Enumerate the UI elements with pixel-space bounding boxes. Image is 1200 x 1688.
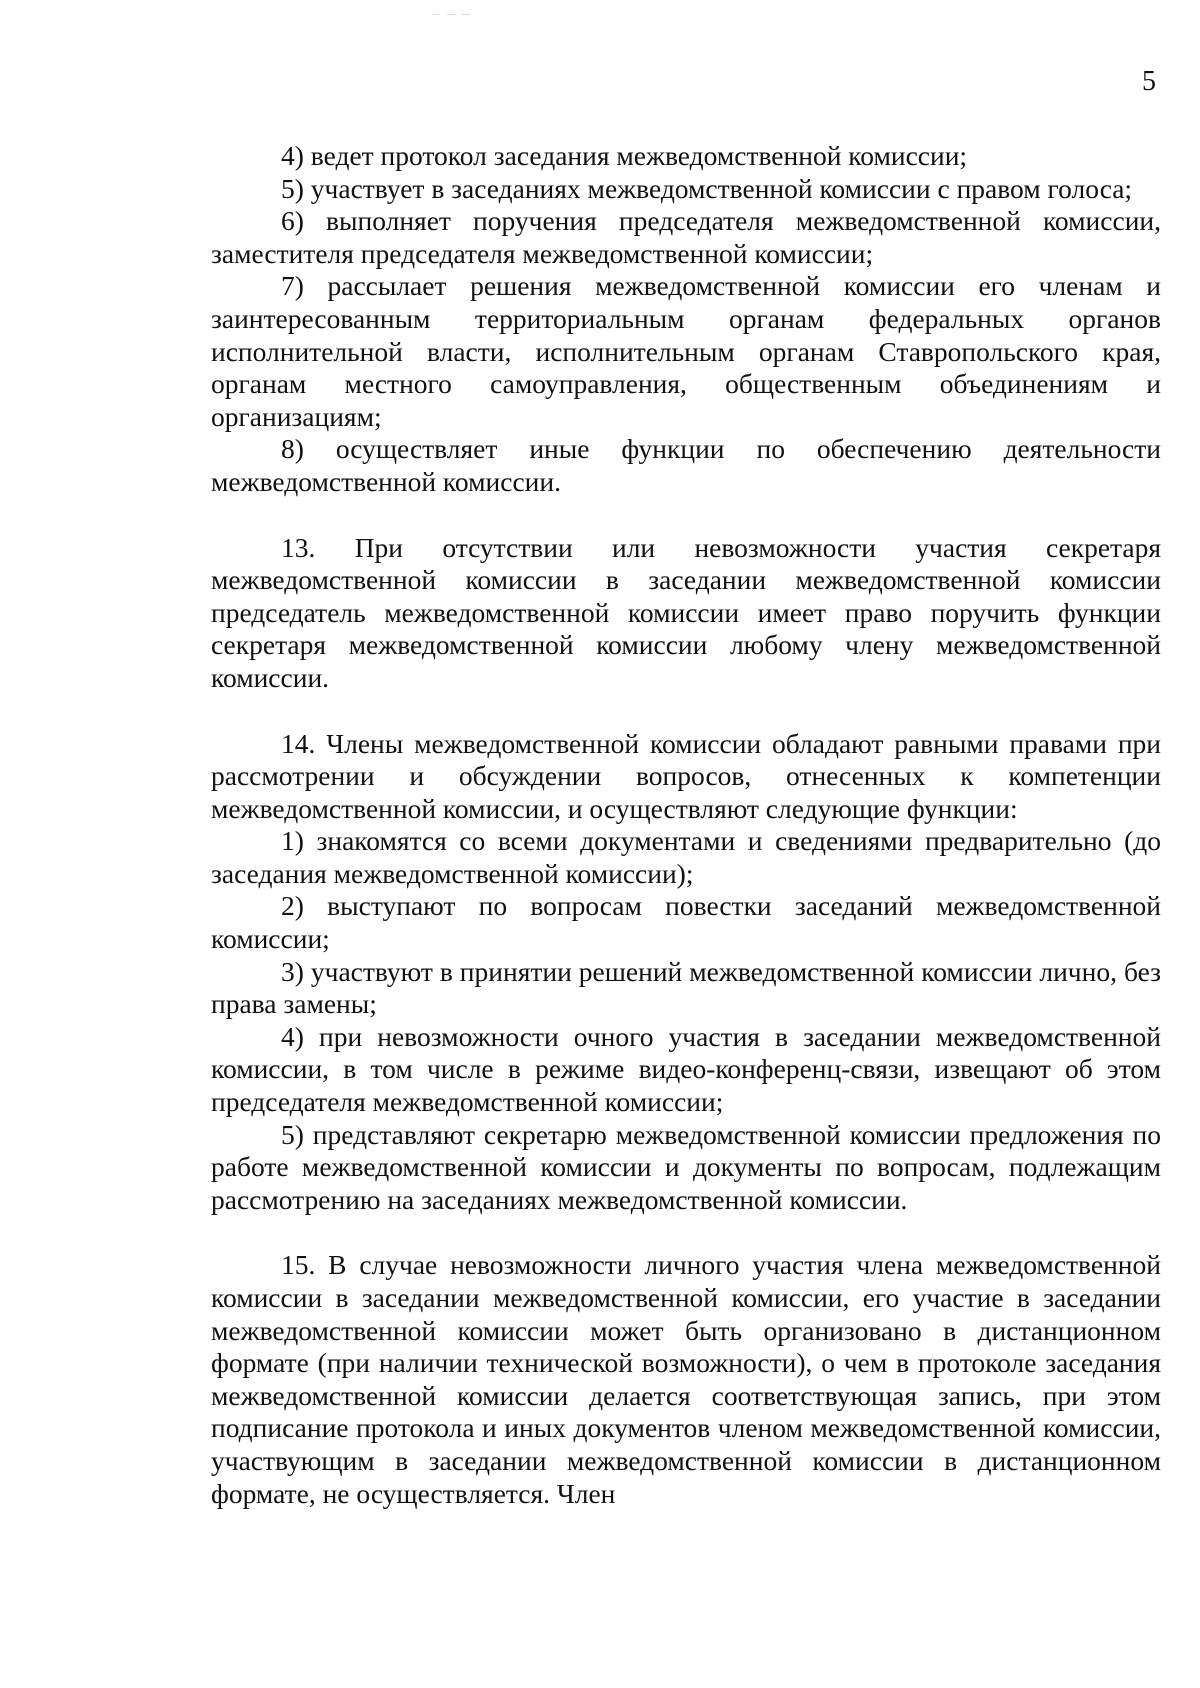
- list-paragraph: 5) представляют секретарю межведомственной комиссии предложения по работе межведомственной комиссии и документы по вопросам, подлежащим рассмотрению на заседаниях межведомственной комиссии.: [211, 1118, 1161, 1215]
- list-paragraph: 8) осуществляет иные функции по обеспечению деятельности межведомственной комиссии.: [211, 433, 1161, 497]
- list-paragraph: 4) ведет протокол заседания межведомственной комиссии;: [281, 140, 968, 171]
- scan-artifact: [432, 2, 482, 5]
- list-paragraph: 4) при невозможности очного участия в заседании межведомственной комиссии, в том числе в режиме видео-конференц-связи, извещают об этом председателя межведомственной комиссии;: [211, 1020, 1161, 1118]
- list-paragraph: 2) выступают по вопросам повестки заседаний межведомственной комиссии;: [211, 890, 1161, 955]
- list-paragraph: 1) знакомятся со всеми документами и сведениями предварительно (до заседания межведомственной комиссии);: [211, 825, 1161, 889]
- list-paragraph: 7) рассылает решения межведомственной комиссии его членам и заинтересованным территориальным органам федеральных органов исполнительной власти, исполнительным органам Ставропольского края, органам местного самоуправления, общественным объединениям и организациям;: [211, 270, 1161, 432]
- section-paragraph: 13. При отсутствии или невозможности участия секретаря межведомственной комиссии в заседании межведомственной комиссии председатель межведомственной комиссии имеет право поручить функции секретаря межведомственной комиссии любому члену межведомственной комиссии.: [211, 531, 1161, 693]
- section-paragraph: 14. Члены межведомственной комиссии обладают равными правами при рассмотрении и обсуждении вопросов, отнесенных к компетенции межведомственной комиссии, и осуществляют следующие функции:: [211, 727, 1161, 824]
- document-body: [211, 140, 1161, 1510]
- section-paragraph: 15. В случае невозможности личного участия члена межведомственной комиссии в заседании межведомственной комиссии, его участие в заседании межведомственной комиссии может быть организовано в дистанционном формате (при наличии технической возможности), о чем в протоколе заседания межведомственной комиссии делается соответствующая запись, при этом подписание протокола и иных документов членом межведомственной комиссии, участвующим в заседании межведомственной комиссии в дистанционном формате, не осуществляется. Член: [211, 1249, 1161, 1509]
- page-number: 5: [1142, 66, 1156, 97]
- list-paragraph: 3) участвуют в принятии решений межведомственной комиссии лично, без права замены;: [211, 955, 1161, 1020]
- list-paragraph: 6) выполняет поручения председателя межведомственной комиссии, заместителя председателя межведомственной комиссии;: [211, 205, 1161, 269]
- list-paragraph: 5) участвует в заседаниях межведомственной комиссии с правом голоса;: [281, 172, 1133, 204]
